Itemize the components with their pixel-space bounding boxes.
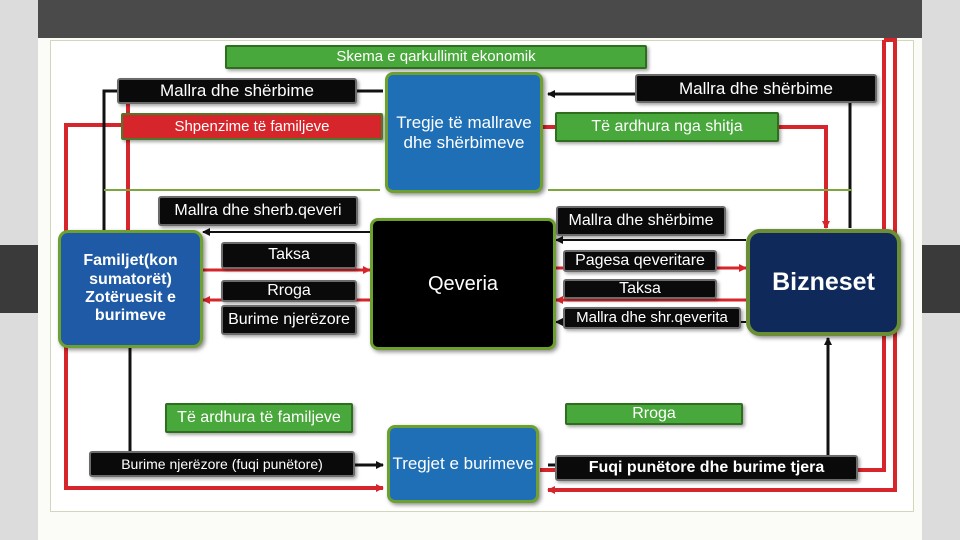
label-goods-services-top-left: Mallra dhe shërbime bbox=[117, 78, 357, 104]
label-human-resources-bottom: Burime njerëzore (fuqi punëtore) bbox=[89, 451, 355, 477]
label-sales-revenue: Të ardhura nga shitja bbox=[555, 112, 779, 142]
label-wages-left: Rroga bbox=[221, 280, 357, 302]
node-households: Familjet(kon sumatorët) Zotëruesit e burimeve bbox=[58, 230, 203, 348]
diagram-title: Skema e qarkullimit ekonomik bbox=[225, 45, 647, 69]
label-gov-goods-right-1: Mallra dhe shërbime bbox=[556, 206, 726, 236]
label-gov-goods-right-2: Mallra dhe shr.qeverita bbox=[563, 307, 741, 329]
label-labor-resources: Fuqi punëtore dhe burime tjera bbox=[555, 455, 858, 481]
label-goods-services-top-right: Mallra dhe shërbime bbox=[635, 74, 877, 103]
left-side-band-dark bbox=[0, 245, 38, 313]
node-goods-market: Tregje të mallrave dhe shërbimeve bbox=[385, 72, 543, 193]
node-businesses: Bizneset bbox=[746, 229, 901, 336]
node-government: Qeveria bbox=[370, 218, 556, 350]
label-gov-payments: Pagesa qeveritare bbox=[563, 250, 717, 272]
right-side-band-dark bbox=[922, 245, 960, 313]
label-tax-right: Taksa bbox=[563, 279, 717, 299]
label-human-resources-left: Burime njerëzore bbox=[221, 305, 357, 335]
label-household-spending: Shpenzime të familjeve bbox=[121, 113, 383, 140]
label-tax-left: Taksa bbox=[221, 242, 357, 269]
label-gov-goods-left: Mallra dhe sherb.qeveri bbox=[158, 196, 358, 226]
node-resource-market: Tregjet e burimeve bbox=[387, 425, 539, 503]
label-wages-right: Rroga bbox=[565, 403, 743, 425]
label-household-income: Të ardhura të familjeve bbox=[165, 403, 353, 433]
